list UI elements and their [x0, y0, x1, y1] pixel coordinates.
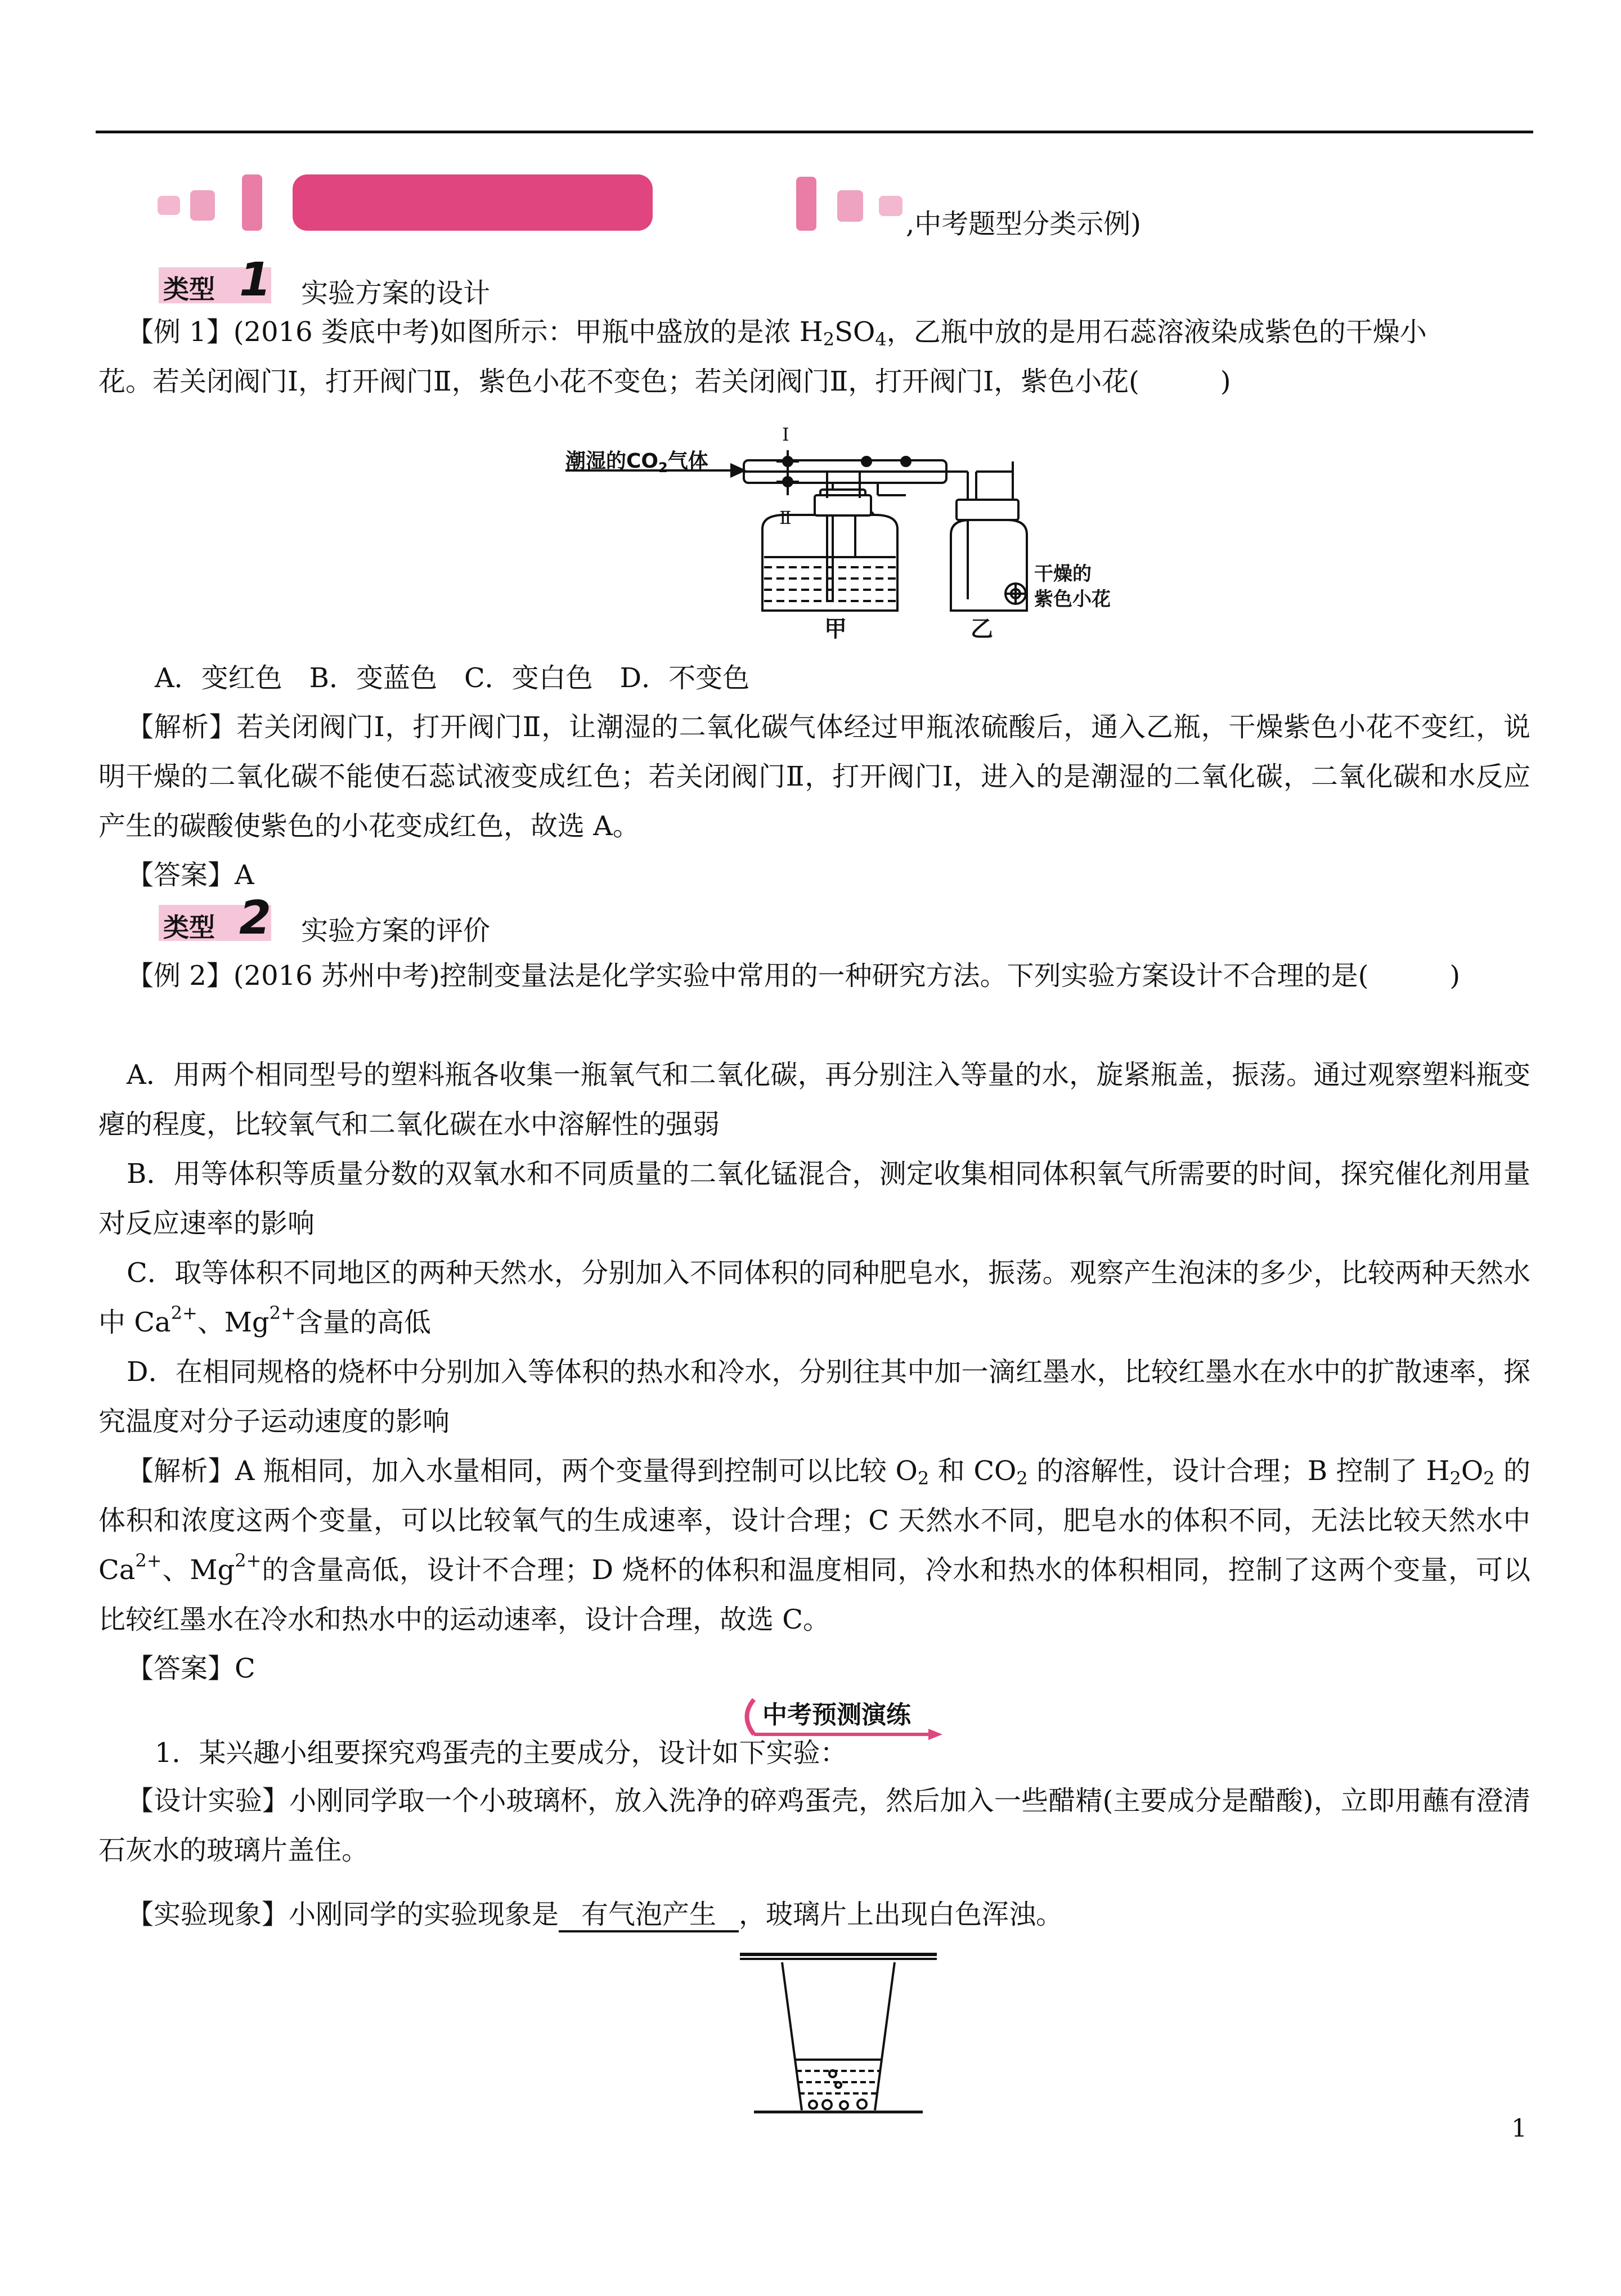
example1-options: A．变红色 B．变蓝色 C．变白色 D．不变色 — [155, 662, 750, 694]
answer-blank: 有气泡产生 — [559, 1899, 739, 1932]
practice-banner: 中考预测演练 — [762, 1701, 911, 1729]
example1-line1: 【例 1】(2016 娄底中考)如图所示：甲瓶中盛放的是浓 $H_2SO_4$，乙瓶中放的是用石蕊溶液染成紫色的干燥小 — [127, 316, 1427, 350]
experiment-phenomenon: 【实验现象】小刚同学的实验现象是 有气泡产生 ，玻璃片上出现白色浑浊。 — [127, 1898, 1063, 1932]
section-title: ,中考题型分类示例) — [906, 208, 1141, 240]
figure-glass-cup — [737, 1950, 940, 2124]
type2-title: 实验方案的评价 — [301, 915, 491, 947]
flower-label-2: 紫色小花 — [1034, 588, 1111, 611]
example1-analysis: 【解析】若关闭阀门Ⅰ，打开阀门Ⅱ，让潮湿的二氧化碳气体经过甲瓶浓硫酸后，通入乙瓶，干燥紫色小花不变红，说明干燥的二氧化碳不能使石蕊试液变成红色；若关闭阀门Ⅱ，打开阀门Ⅰ，进入的是潮湿的二氧化碳，二氧化碳和水反应产生的碳酸使紫色的小花变成红色，故选 A。 — [98, 711, 1530, 842]
design-experiment: 【设计实验】小刚同学取一个小玻璃杯，放入洗净的碎鸡蛋壳，然后加入一些醋精(主要成分是醋酸)，立即用蘸有澄清石灰水的玻璃片盖住。 — [98, 1785, 1530, 1866]
example2-answer: 【答案】C — [127, 1653, 255, 1684]
valve1-label: Ⅰ — [782, 424, 789, 445]
example1-answer: 【答案】A — [127, 859, 254, 891]
gas-label: 潮湿的$CO_2$气体 — [565, 450, 708, 476]
example2-stem: 【例 2】(2016 苏州中考)控制变量法是化学实验中常用的一种研究方法。下列实验方案设计不合理的是( ) — [127, 960, 1461, 992]
example2-option-b: B．用等体积等质量分数的双氧水和不同质量的二氧化锰混合，测定收集相同体积氧气所需要的时间，探究催化剂用量对反应速率的影响 — [98, 1158, 1530, 1239]
flower-label-1: 干燥的 — [1034, 563, 1092, 585]
type2-number: 2 — [239, 891, 272, 945]
example2-option-c: C．取等体积不同地区的两种天然水，分别加入不同体积的同种肥皂水，振荡。观察产生泡沫的多少，比较两种天然水中 $Ca^{2+}$、$Mg^{2+}$含量的高低 — [98, 1257, 1530, 1338]
type1-title: 实验方案的设计 — [301, 277, 491, 309]
page-number: 1 — [1511, 2114, 1527, 2143]
example2-option-a: A．用两个相同型号的塑料瓶各收集一瓶氧气和二氧化碳，再分别注入等量的水，旋紧瓶盖，振荡。通过观察塑料瓶变瘪的程度，比较氧气和二氧化碳在水中溶解性的强弱 — [98, 1059, 1530, 1140]
type1-label: 类型 — [163, 274, 215, 304]
type1-number: 1 — [239, 253, 272, 307]
valve2-label: Ⅱ — [779, 507, 792, 528]
top-rule — [96, 131, 1533, 133]
bottle-a-label: 甲 — [824, 616, 847, 642]
bottle-b-label: 乙 — [971, 616, 993, 642]
header-decoration — [152, 174, 911, 231]
type2-label: 类型 — [163, 912, 215, 943]
example2-option-d: D．在相同规格的烧杯中分别加入等体积的热水和冷水，分别往其中加一滴红墨水，比较红墨水在水中的扩散速率，探究温度对分子运动速度的影响 — [98, 1356, 1530, 1437]
example2-analysis: 【解析】A 瓶相同，加入水量相同，两个变量得到控制可以比较 $O_2$ 和 $CO_2$ 的溶解性，设计合理；B 控制了 $H_2O_2$ 的体积和浓度这两个变量，可以比较氧气的生成速率，设计合理；C 天然水不同，肥皂水的体积不同，无法比较天然水中 $Ca^{2+}$、$Mg^{2+}$的含量高低，设计不合理；D 烧杯的体积和温度相同，冷水和热水的体积相同，控制了这两个变量，可以比较红墨水在冷水和热水中的运动速率，设计合理，故选 C。 — [98, 1455, 1530, 1635]
question-1: 1．某兴趣小组要探究鸡蛋壳的主要成分，设计如下实验： — [155, 1737, 847, 1769]
example1-line2: 花。若关闭阀门Ⅰ，打开阀门Ⅱ，紫色小花不变色；若关闭阀门Ⅱ，打开阀门Ⅰ，紫色小花( ) — [98, 366, 1231, 397]
